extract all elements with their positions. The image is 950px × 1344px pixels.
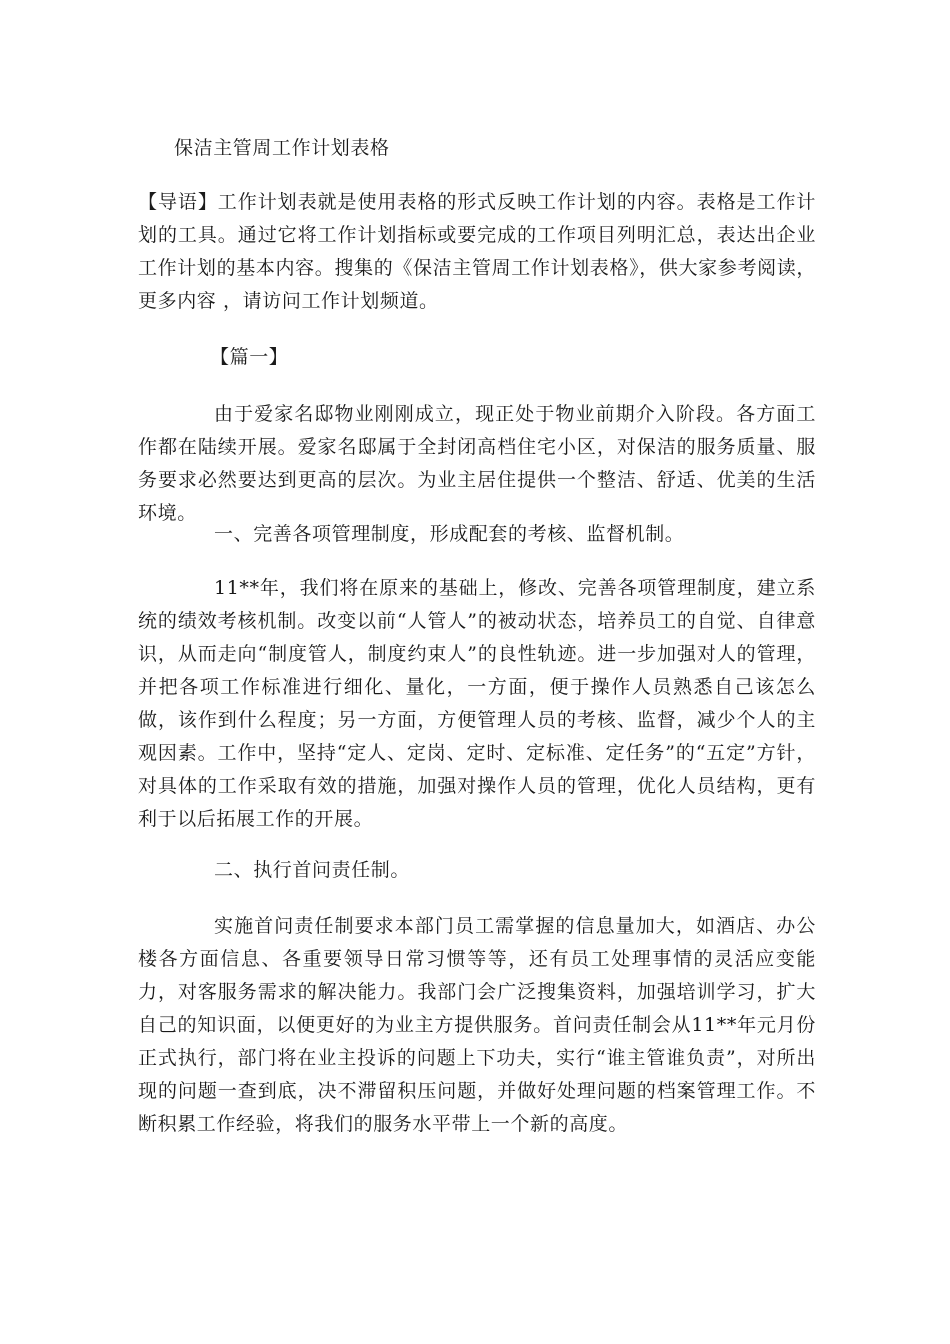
section-heading-2: 二、执行首问责任制。 xyxy=(214,859,411,881)
body-paragraph-2: 11**年，我们将在原来的基础上，修改、完善各项管理制度，建立系统的绩效考核机制。改变以前“人管人”的被动状态，培养员工的自觉、自律意识，从而走向“制度管人，制度约束人”的良性轨迹。进一步加强对人的管理，并把各项工作标准进行细化、量化，一方面，便于操作人员熟悉自己该怎么做，该作到什么程度；另一方面，方便管理人员的考核、监督，减少个人的主观因素。工作中，坚持“定人、定岗、定时、定标准、定任务”的“五定”方针，对具体的工作采取有效的措施，加强对操作人员的管理，优化人员结构，更有利于以后拓展工作的开展。 xyxy=(138,577,816,830)
body-paragraph-1: 由于爱家名邸物业刚刚成立，现正处于物业前期介入阶段。各方面工作都在陆续开展。爱家名邸属于全封闭高档住宅小区，对保洁的服务质量、服务要求必然要达到更高的层次。为业主居住提供一个整洁、舒适、优美的生活环境。 xyxy=(138,403,816,524)
document-title: 保洁主管周工作计划表格 xyxy=(174,137,390,159)
body-paragraph-3: 实施首问责任制要求本部门员工需掌握的信息量加大，如酒店、办公楼各方面信息、各重要领导日常习惯等等，还有员工处理事情的灵活应变能力，对客服务需求的解决能力。我部门会广泛搜集资料，加强培训学习，扩大自己的知识面，以便更好的为业主方提供服务。首问责任制会从11**年元月份正式执行，部门将在业主投诉的问题上下功夫，实行“谁主管谁负责”，对所出现的问题一查到底，决不滞留积压问题，并做好处理问题的档案管理工作。不断积累工作经验，将我们的服务水平带上一个新的高度。 xyxy=(138,915,816,1135)
section-heading-1: 一、完善各项管理制度，形成配套的考核、监督机制。 xyxy=(214,523,685,545)
section-label: 【篇一】 xyxy=(210,346,289,368)
intro-paragraph: 【导语】工作计划表就是使用表格的形式反映工作计划的内容。表格是工作计划的工具。通过它将工作计划指标或要完成的工作项目列明汇总，表达出企业工作计划的基本内容。搜集的《保洁主管周工作计划表格》，供大家参考阅读，更多内容 ，请访问工作计划频道。 xyxy=(138,191,816,312)
